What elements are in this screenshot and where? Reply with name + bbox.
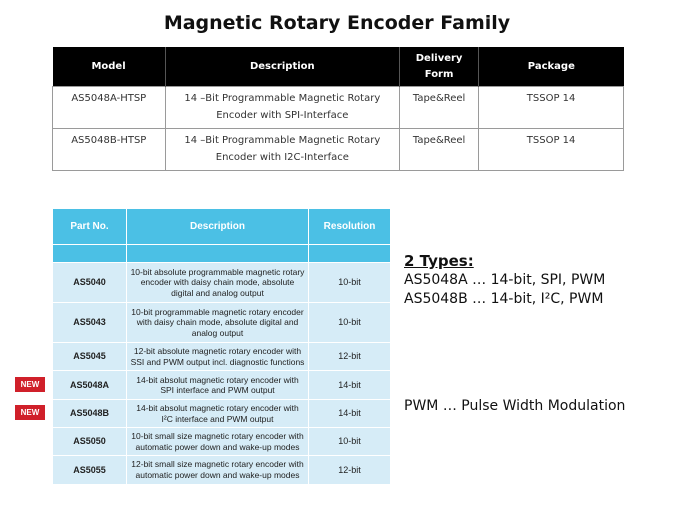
header-resolution: Resolution bbox=[309, 209, 391, 245]
cell-model: AS5048B-HTSP bbox=[53, 129, 166, 171]
cell-resolution: 10-bit bbox=[309, 303, 391, 343]
cell-description: 10-bit small size magnetic rotary encoder with automatic power down and wake-up modes bbox=[127, 428, 309, 456]
cell-description: 10-bit programmable magnetic rotary encoder with daisy chain mode, absolute digital and analog output bbox=[127, 303, 309, 343]
cell-description: 12-bit absolute magnetic rotary encoder with SSI and PWM output incl. diagnostic functions bbox=[127, 343, 309, 371]
models-table bbox=[52, 47, 624, 171]
cell-resolution: 12-bit bbox=[309, 456, 391, 484]
parts-table-container bbox=[53, 209, 382, 484]
cell-resolution: 14-bit bbox=[309, 371, 391, 400]
table-row bbox=[53, 428, 390, 456]
cell-part-no: AS5048A bbox=[53, 371, 127, 400]
page-title: Magnetic Rotary Encoder Family bbox=[163, 12, 511, 34]
cell-description: 10-bit absolute programmable magnetic rotary encoder with daisy chain mode, absolute digital and analog output bbox=[127, 263, 309, 303]
new-badge: NEW bbox=[15, 405, 45, 420]
header-package: Package bbox=[479, 47, 624, 87]
table-row bbox=[53, 456, 390, 484]
table-row bbox=[53, 129, 624, 171]
header-description: Description bbox=[127, 209, 309, 245]
cell-part-no: AS5055 bbox=[53, 456, 127, 484]
types-line-b: AS5048B … 14-bit, I²C, PWM bbox=[404, 291, 604, 307]
cell-package: TSSOP 14 bbox=[479, 87, 624, 129]
parts-table bbox=[53, 209, 390, 484]
types-summary bbox=[404, 252, 605, 309]
header-model: Model bbox=[53, 47, 166, 87]
table-row bbox=[53, 303, 390, 343]
types-heading: 2 Types: bbox=[404, 252, 474, 270]
cell-delivery: Tape&Reel bbox=[400, 87, 479, 129]
cell-resolution: 14-bit bbox=[309, 400, 391, 428]
table-row bbox=[53, 400, 390, 428]
cell-description: 14 –Bit Programmable Magnetic Rotary Encoder with SPI-Interface bbox=[165, 87, 399, 129]
cell-part-no: AS5045 bbox=[53, 343, 127, 371]
cell-resolution: 10-bit bbox=[309, 428, 391, 456]
table-row bbox=[53, 263, 390, 303]
cell-model: AS5048A-HTSP bbox=[53, 87, 166, 129]
table-row bbox=[53, 87, 624, 129]
header-description: Description bbox=[165, 47, 399, 87]
cell-package: TSSOP 14 bbox=[479, 129, 624, 171]
cell-description: 14 –Bit Programmable Magnetic Rotary Encoder with I2C-Interface bbox=[165, 129, 399, 171]
cell-resolution: 10-bit bbox=[309, 263, 391, 303]
header-part-no: Part No. bbox=[53, 209, 127, 245]
cell-description: 14-bit absolut magnetic rotary encoder with I²C interface and PWM output bbox=[127, 400, 309, 428]
cell-part-no: AS5040 bbox=[53, 263, 127, 303]
table-row bbox=[53, 371, 390, 400]
cell-part-no: AS5050 bbox=[53, 428, 127, 456]
header-delivery-form: Delivery Form bbox=[400, 47, 479, 87]
table-row bbox=[53, 343, 390, 371]
cell-description: 12-bit small size magnetic rotary encoder with automatic power down and wake-up modes bbox=[127, 456, 309, 484]
cell-part-no: AS5043 bbox=[53, 303, 127, 343]
cell-resolution: 12-bit bbox=[309, 343, 391, 371]
cell-delivery: Tape&Reel bbox=[400, 129, 479, 171]
pwm-note: PWM … Pulse Width Modulation bbox=[404, 398, 626, 414]
types-line-a: AS5048A … 14-bit, SPI, PWM bbox=[404, 272, 606, 288]
new-badge: NEW bbox=[15, 377, 45, 392]
header-band bbox=[53, 245, 390, 263]
cell-part-no: AS5048B bbox=[53, 400, 127, 428]
cell-description: 14-bit absolut magnetic rotary encoder with SPI interface and PWM output bbox=[127, 371, 309, 400]
